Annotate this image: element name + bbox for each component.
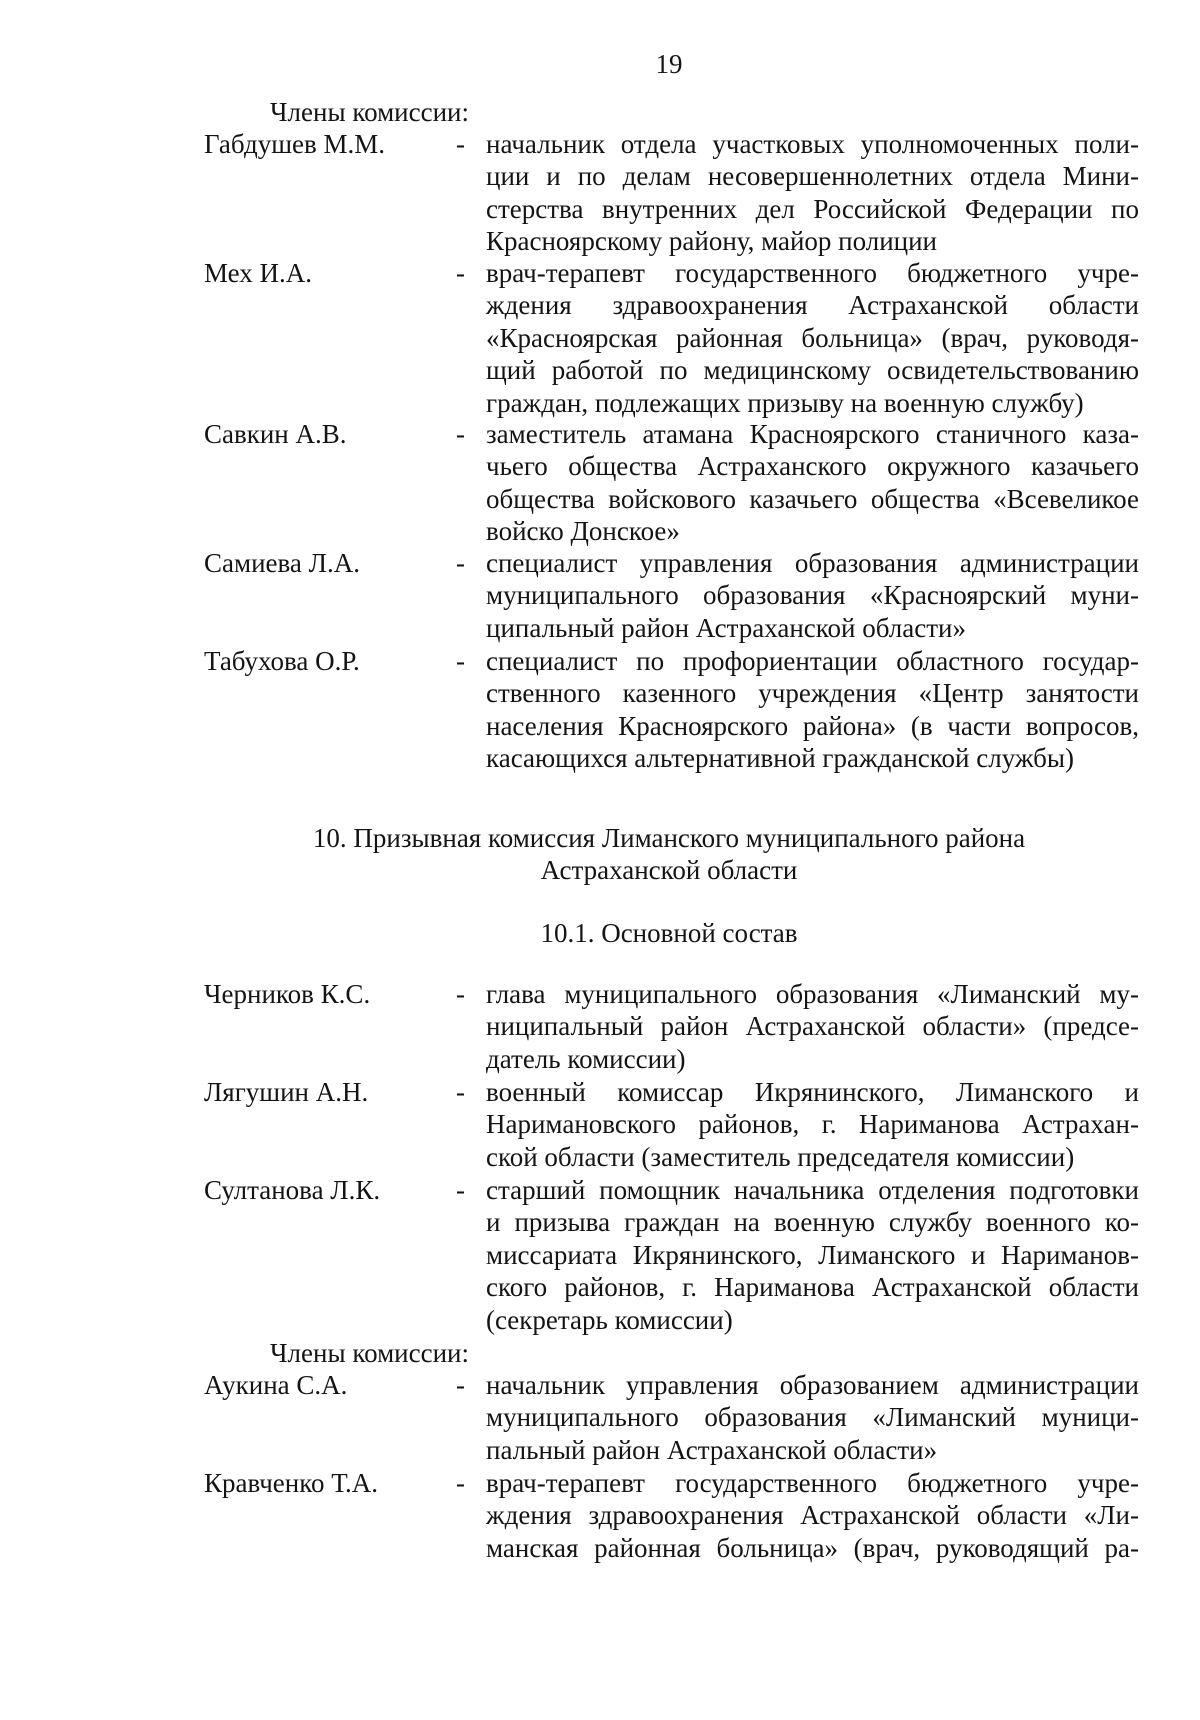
description-line: и призыва граждан на военную службу военного ко-	[486, 1207, 1139, 1238]
description-line: войско Донское»	[486, 516, 680, 547]
description-line: миссариата Икрянинского, Лиманского и Нариманов-	[486, 1239, 1139, 1270]
description-line: ственного казенного учреждения «Центр занятости	[486, 678, 1139, 709]
description-line: манская районная больница» (врач, руководящий ра-	[486, 1532, 1139, 1563]
description-line: общества войскового казачьего общества «Всевеликое	[486, 483, 1139, 514]
description-line: муниципального образования «Красноярский муни-	[486, 580, 1139, 611]
description-line: врач-терапевт государственного бюджетного учре-	[486, 1468, 1139, 1498]
member-description	[486, 257, 1139, 419]
description-line: ского районов, г. Нариманова Астраханской области	[486, 1272, 1139, 1303]
section-title-line: Астраханской области	[540, 855, 798, 886]
description-line: Красноярскому району, майор полиции	[486, 226, 938, 257]
description-line: ции и по делам несовершеннолетних отдела Мини-	[486, 161, 1139, 192]
description-line: глава муниципального образования «Лиманский му-	[486, 979, 1139, 1009]
description-line: муниципального образования «Лиманский муници-	[486, 1402, 1139, 1433]
section-title	[0, 822, 1200, 887]
member-description	[486, 978, 1139, 1075]
dash: -	[456, 548, 465, 578]
dash: -	[456, 258, 465, 288]
member-description	[486, 1174, 1139, 1336]
member-description	[486, 1369, 1139, 1466]
section-title-line: 10. Призывная комиссия Лиманского муниципального района	[312, 823, 1026, 853]
member-name: Черников К.С.	[204, 979, 371, 1009]
description-line: Наримановского районов, г. Нариманова Астрахан-	[486, 1109, 1139, 1140]
member-name: Кравченко Т.А.	[204, 1468, 379, 1498]
dash: -	[456, 646, 465, 676]
member-description	[486, 1467, 1139, 1564]
member-name: Лягушин А.Н.	[204, 1077, 369, 1107]
dash: -	[456, 1370, 465, 1400]
dash: -	[456, 979, 465, 1009]
description-line: военный комиссар Икрянинского, Лиманского и	[486, 1077, 1139, 1107]
page-number: 19	[655, 49, 683, 79]
member-name: Султанова Л.К.	[204, 1175, 381, 1205]
member-description	[486, 128, 1139, 258]
description-line: пальный район Астраханской области»	[486, 1434, 938, 1465]
members-heading: Члены комиссии:	[270, 1338, 469, 1368]
description-line: врач-терапевт государственного бюджетного учре-	[486, 258, 1139, 288]
description-line: ской области (заместитель председателя комиссии)	[486, 1141, 1075, 1172]
member-description	[486, 547, 1139, 644]
description-line: касающихся альтернативной гражданской службы)	[486, 743, 1075, 774]
description-line: ниципальный район Астраханской области» (предсе-	[486, 1011, 1139, 1042]
member-description	[486, 1076, 1139, 1173]
description-line: ждения здравоохранения Астраханской области	[486, 290, 1139, 321]
description-line: (секретарь комиссии)	[486, 1304, 733, 1335]
description-line: начальник управления образованием администрации	[486, 1370, 1139, 1400]
member-description	[486, 418, 1139, 548]
member-description	[486, 645, 1139, 775]
dash: -	[456, 1077, 465, 1107]
dash: -	[456, 419, 465, 449]
description-line: датель комиссии)	[486, 1043, 686, 1074]
dash: -	[456, 129, 465, 159]
description-line: чьего общества Астраханского окружного казачьего	[486, 451, 1139, 482]
description-line: ципальный район Астраханской области»	[486, 612, 966, 643]
member-name: Габдушев М.М.	[204, 129, 386, 159]
members-heading: Члены комиссии:	[270, 97, 469, 127]
description-line: начальник отдела участковых уполномоченных поли-	[486, 129, 1139, 159]
description-line: специалист управления образования администрации	[486, 548, 1139, 578]
description-line: населения Красноярского района» (в части вопросов,	[486, 710, 1139, 741]
description-line: старший помощник начальника отделения подготовки	[486, 1175, 1139, 1205]
description-line: заместитель атамана Красноярского станичного каза-	[486, 419, 1139, 449]
subsection-title: 10.1. Основной состав	[540, 918, 798, 948]
member-name: Табухова О.Р.	[204, 646, 360, 676]
dash: -	[456, 1175, 465, 1205]
description-line: щий работой по медицинскому освидетельствованию	[486, 355, 1139, 386]
description-line: граждан, подлежащих призыву на военную службу)	[486, 387, 1084, 418]
member-name: Самиева Л.А.	[204, 548, 360, 578]
description-line: ждения здравоохранения Астраханской области «Ли-	[486, 1500, 1139, 1531]
member-name: Аукина С.А.	[204, 1370, 348, 1400]
description-line: специалист по профориентации областного государ-	[486, 646, 1139, 676]
dash: -	[456, 1468, 465, 1498]
member-name: Савкин А.В.	[204, 419, 347, 449]
member-name: Мех И.А.	[204, 258, 313, 288]
description-line: «Красноярская районная больница» (врач, руководя-	[486, 322, 1139, 353]
description-line: стерства внутренних дел Российской Федерации по	[486, 193, 1139, 224]
